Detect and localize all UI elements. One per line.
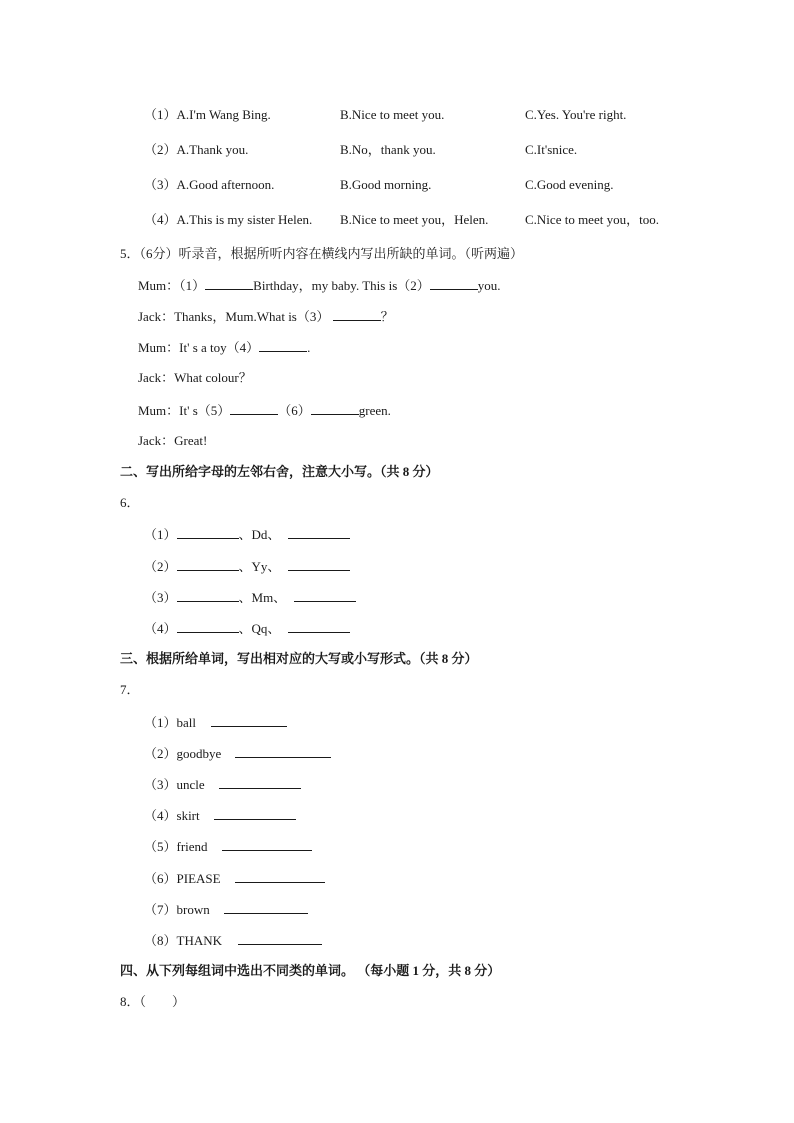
answer-blank[interactable] xyxy=(211,714,287,727)
answer-blank[interactable] xyxy=(224,901,308,914)
q5-line-4: Jack：What colour？ xyxy=(138,370,252,385)
q5-line-6: Jack：Great! xyxy=(138,433,208,448)
q4-option-3a: （3）A.Good afternoon. xyxy=(144,177,275,192)
q4-option-4b: B.Nice to meet you，Helen. xyxy=(340,212,489,227)
q6-item-2: （2） 、Yy、 xyxy=(144,558,350,575)
q4-option-1b: B.Nice to meet you. xyxy=(340,107,445,122)
blank-4[interactable] xyxy=(259,339,307,352)
section-3-title: 三、根据所给单词，写出相对应的大写或小写形式。（共 8 分） xyxy=(120,651,478,666)
q5-line-3: Mum：It' s a toy（4） . xyxy=(138,340,311,355)
q4-option-4c: C.Nice to meet you，too. xyxy=(525,212,659,227)
q4-option-4a: （4）A.This is my sister Helen. xyxy=(144,212,313,227)
answer-blank[interactable] xyxy=(214,807,296,820)
q5-line-5: Mum：It' s（5） （6） green. xyxy=(138,403,391,418)
q4-option-1c: C.Yes. You're right. xyxy=(525,107,627,122)
q8-number: 8．（ ） xyxy=(120,994,186,1009)
q7-item-2: （2）goodbye xyxy=(144,745,331,762)
q6-item-3: （3） 、Mm、 xyxy=(144,589,356,606)
blank-right[interactable] xyxy=(288,620,350,633)
q5-line-2: Jack：Thanks，Mum.What is（3） ？ xyxy=(138,309,394,324)
q4-option-3b: B.Good morning. xyxy=(340,177,432,192)
q4-option-2b: B.No，thank you. xyxy=(340,142,436,157)
blank-left[interactable] xyxy=(177,526,239,539)
q7-item-7: （7）brown xyxy=(144,901,308,918)
blank-right[interactable] xyxy=(294,589,356,602)
q5-title: 5．（6分）听录音，根据所听内容在横线内写出所缺的单词。（听两遍） xyxy=(120,246,524,261)
q4-option-3c: C.Good evening. xyxy=(525,177,614,192)
q4-option-2c: C.It'snice. xyxy=(525,142,578,157)
blank-6[interactable] xyxy=(311,402,359,415)
answer-blank[interactable] xyxy=(219,776,301,789)
q7-item-5: （5）friend xyxy=(144,838,312,855)
answer-blank[interactable] xyxy=(238,932,322,945)
answer-blank[interactable] xyxy=(222,838,312,851)
q4-option-2a: （2）A.Thank you. xyxy=(144,142,249,157)
blank-2[interactable] xyxy=(430,277,478,290)
blank-right[interactable] xyxy=(288,526,350,539)
blank-3[interactable] xyxy=(333,308,381,321)
q7-item-3: （3）uncle xyxy=(144,776,301,793)
q7-item-6: （6）PIEASE xyxy=(144,870,325,887)
blank-left[interactable] xyxy=(177,589,239,602)
q7-number: 7． xyxy=(120,682,140,697)
q4-option-1a: （1）A.I'm Wang Bing. xyxy=(144,107,271,122)
blank-5[interactable] xyxy=(230,402,278,415)
q7-item-1: （1）ball xyxy=(144,714,287,731)
section-4-title: 四、从下列每组词中选出不同类的单词。 （每小题 1 分，共 8 分） xyxy=(120,963,501,978)
q6-item-4: （4） 、Qq、 xyxy=(144,620,350,637)
q5-line-1: Mum：（1） Birthday，my baby. This is（2） you. xyxy=(138,278,501,293)
q7-item-8: （8）THANK xyxy=(144,932,322,949)
answer-blank[interactable] xyxy=(235,870,325,883)
q6-number: 6． xyxy=(120,495,140,510)
blank-1[interactable] xyxy=(205,277,253,290)
blank-left[interactable] xyxy=(177,620,239,633)
blank-left[interactable] xyxy=(177,558,239,571)
section-2-title: 二、写出所给字母的左邻右舍，注意大小写。（共 8 分） xyxy=(120,464,439,479)
q7-item-4: （4）skirt xyxy=(144,807,296,824)
q6-item-1: （1） 、Dd、 xyxy=(144,526,350,543)
answer-blank[interactable] xyxy=(235,745,331,758)
blank-right[interactable] xyxy=(288,558,350,571)
